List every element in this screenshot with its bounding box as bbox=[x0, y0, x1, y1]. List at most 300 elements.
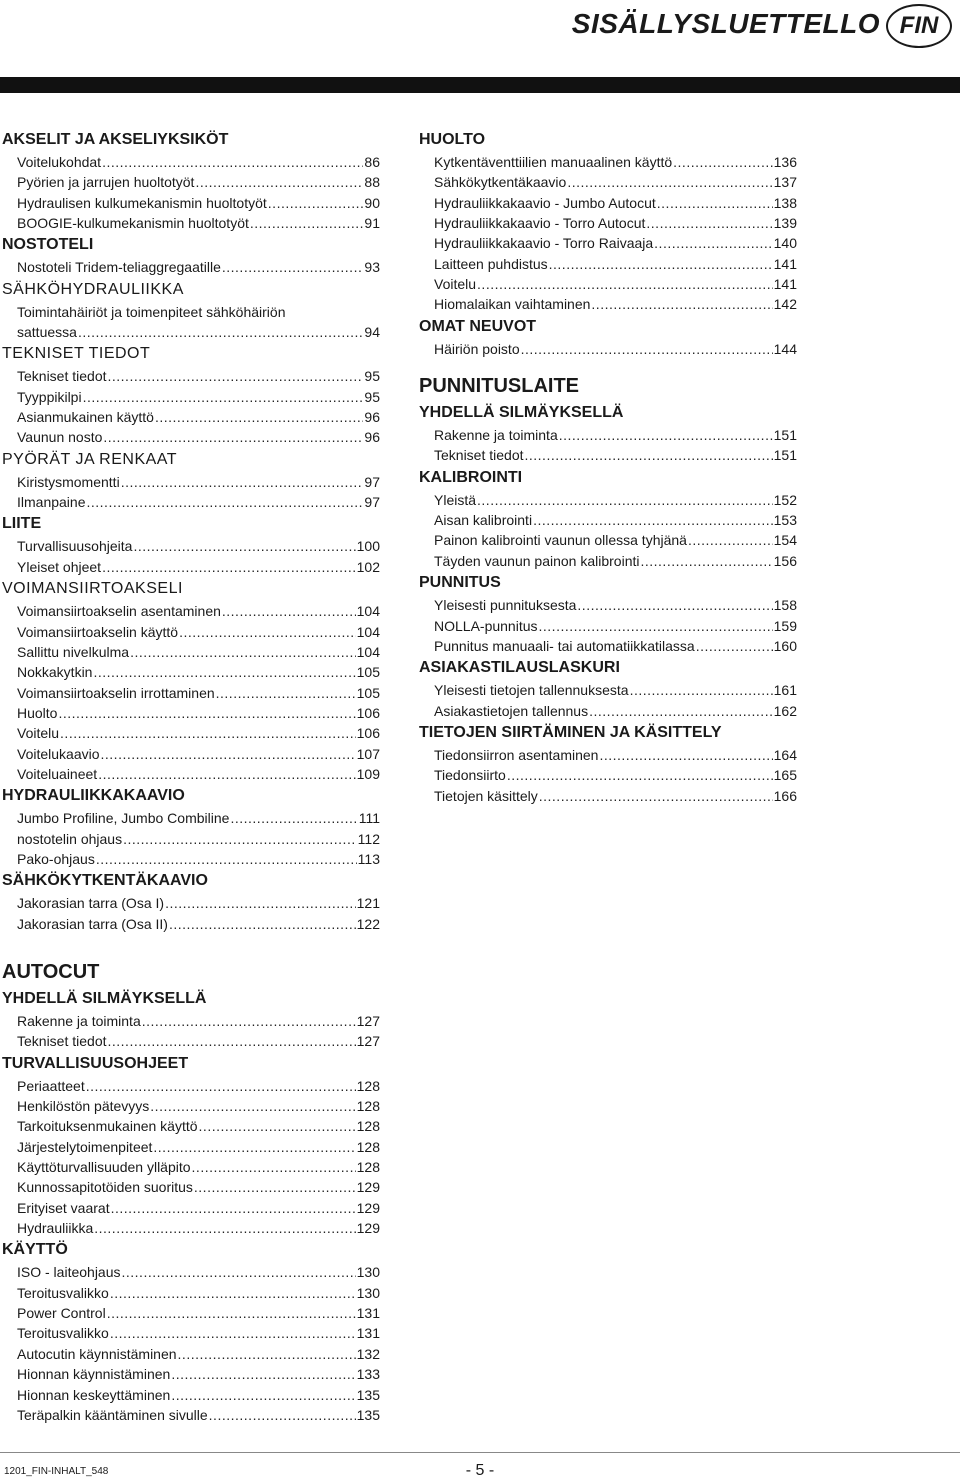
dot-leader bbox=[171, 1385, 355, 1405]
toc-entry[interactable] bbox=[2, 683, 380, 703]
dot-leader bbox=[222, 257, 364, 277]
toc-entry[interactable] bbox=[419, 193, 797, 213]
entry-page-number: 105 bbox=[356, 684, 380, 701]
entry-title: Autocutin käynnistäminen bbox=[17, 1345, 177, 1362]
entry-page-number: 136 bbox=[773, 154, 797, 170]
toc-entry[interactable] bbox=[419, 616, 797, 636]
entry-title: Hionnan käynnistäminen bbox=[17, 1366, 171, 1383]
entry-title: Nostoteli Tridem-teliaggregaatille bbox=[17, 259, 221, 276]
section-heading: HYDRAULIIKKAKAAVIO bbox=[2, 787, 185, 805]
toc-entry[interactable] bbox=[2, 407, 380, 427]
toc-column-left bbox=[2, 128, 380, 934]
toc-entry[interactable] bbox=[419, 294, 797, 314]
entry-title: Punnitus manuaali- tai automatiikkatilassa bbox=[434, 637, 695, 654]
dot-leader bbox=[250, 213, 364, 233]
toc-entry[interactable] bbox=[2, 1116, 380, 1136]
dot-leader bbox=[179, 622, 356, 642]
dot-leader bbox=[108, 1031, 356, 1051]
dot-leader bbox=[93, 662, 355, 682]
dot-leader bbox=[133, 536, 355, 556]
entry-page-number: 111 bbox=[358, 810, 380, 827]
entry-title: Tiedonsiirto bbox=[434, 767, 506, 784]
entry-title: Kytkentäventtiilien manuaalinen käyttö bbox=[434, 154, 673, 170]
entry-page-number: 97 bbox=[364, 473, 380, 490]
entry-page-number: 128 bbox=[356, 1077, 380, 1094]
page-title: SISÄLLYSLUETTELLO bbox=[571, 8, 880, 39]
toc-entry[interactable] bbox=[2, 601, 380, 621]
entry-title: nostotelin ohjaus bbox=[17, 830, 123, 847]
entry-page-number: 137 bbox=[773, 174, 797, 191]
toc-entry[interactable] bbox=[419, 254, 797, 274]
entry-title: Toimintahäiriöt ja toimenpiteet sähköhäiriön bbox=[17, 303, 286, 320]
dot-leader bbox=[673, 152, 772, 172]
page-number: - 5 - bbox=[465, 1462, 495, 1479]
toc-entry[interactable] bbox=[419, 530, 797, 550]
entry-title: Rakenne ja toiminta bbox=[17, 1013, 141, 1029]
entry-page-number: 112 bbox=[357, 830, 380, 847]
dot-leader bbox=[477, 274, 773, 294]
dot-leader bbox=[142, 1011, 356, 1031]
entry-title: Teroitusvalikko bbox=[17, 1284, 109, 1301]
entry-page-number: 159 bbox=[773, 617, 797, 634]
entry-page-number: 132 bbox=[356, 1345, 380, 1362]
entry-page-number: 128 bbox=[356, 1098, 380, 1115]
toc-entry[interactable] bbox=[2, 662, 380, 682]
dot-leader bbox=[567, 172, 772, 192]
entry-page-number: 109 bbox=[356, 765, 380, 782]
dot-leader bbox=[165, 893, 356, 913]
dot-leader bbox=[78, 322, 363, 342]
entry-page-number: 95 bbox=[364, 368, 380, 385]
entry-page-number: 104 bbox=[356, 623, 380, 640]
dot-leader bbox=[171, 1364, 355, 1384]
toc-entry[interactable] bbox=[2, 1096, 380, 1116]
dot-leader bbox=[525, 445, 773, 465]
toc-entry[interactable] bbox=[419, 510, 797, 530]
entry-title: Voimansiirtoakselin asentaminen bbox=[17, 603, 221, 620]
entry-page-number: 152 bbox=[773, 491, 797, 508]
entry-title: Hionnan keskeyttäminen bbox=[17, 1386, 171, 1403]
entry-page-number: 100 bbox=[356, 538, 380, 555]
section-heading: VOIMANSIIRTOAKSELI bbox=[2, 580, 183, 598]
toc-entry[interactable] bbox=[2, 557, 380, 577]
dot-leader bbox=[199, 1116, 356, 1136]
dot-leader bbox=[533, 510, 773, 530]
entry-page-number: 102 bbox=[356, 558, 380, 575]
entry-title: Ilmanpaine bbox=[17, 494, 86, 511]
toc-entry[interactable] bbox=[2, 1385, 380, 1405]
dot-leader bbox=[646, 213, 772, 233]
section-heading: AKSELIT JA AKSELIYKSIKÖT bbox=[2, 131, 229, 148]
dot-leader bbox=[591, 294, 772, 314]
entry-title: Voimansiirtoakselin irrottaminen bbox=[17, 684, 215, 701]
toc-entry[interactable] bbox=[2, 1011, 380, 1031]
entry-title: Täyden vaunun painon kalibrointi bbox=[434, 552, 640, 569]
dot-leader bbox=[268, 193, 364, 213]
toc-entry[interactable] bbox=[2, 427, 380, 447]
entry-page-number: 107 bbox=[356, 745, 380, 762]
toc-entry[interactable] bbox=[2, 893, 380, 913]
entry-title: Järjestelytoimenpiteet bbox=[17, 1138, 153, 1155]
toc-entry[interactable] bbox=[2, 1076, 380, 1096]
entry-title: Hydrauliikkakaavio - Torro Raivaaja bbox=[434, 235, 654, 252]
dot-leader bbox=[110, 1323, 356, 1343]
entry-title: Painon kalibrointi vaunun ollessa tyhjänä bbox=[434, 532, 687, 549]
entry-page-number: 128 bbox=[356, 1138, 380, 1155]
dot-leader bbox=[110, 1283, 356, 1303]
entry-page-number: 135 bbox=[356, 1406, 380, 1423]
entry-page-number: 140 bbox=[773, 235, 797, 252]
dot-leader bbox=[559, 425, 773, 445]
toc-entry[interactable] bbox=[419, 551, 797, 571]
entry-page-number: 151 bbox=[773, 447, 797, 464]
entry-page-number: 130 bbox=[356, 1284, 380, 1301]
toc-entry[interactable] bbox=[419, 152, 797, 172]
toc-entry[interactable] bbox=[2, 1137, 380, 1157]
entry-page-number: 94 bbox=[364, 324, 380, 341]
dot-leader bbox=[108, 366, 364, 386]
toc-entry[interactable] bbox=[2, 829, 380, 849]
section-heading: TURVALLISUUSOHJEET bbox=[2, 1054, 189, 1072]
dot-leader bbox=[696, 636, 773, 656]
dot-leader bbox=[599, 745, 772, 765]
entry-title: Hydrauliikkakaavio - Jumbo Autocut bbox=[434, 194, 656, 211]
entry-page-number: 151 bbox=[773, 427, 797, 444]
dot-leader bbox=[507, 765, 773, 785]
dot-leader bbox=[83, 387, 364, 407]
dot-leader bbox=[630, 680, 773, 700]
toc-entry[interactable] bbox=[419, 274, 797, 294]
toc-entry[interactable] bbox=[419, 339, 797, 359]
entry-title: Erityiset vaarat bbox=[17, 1199, 110, 1216]
entry-title: NOLLA-punnitus bbox=[434, 617, 538, 634]
dot-leader bbox=[577, 595, 772, 615]
entry-title: Voiteluaineet bbox=[17, 765, 98, 782]
section-heading: LIITE bbox=[2, 515, 42, 533]
toc-entry[interactable] bbox=[2, 322, 380, 342]
entry-title: Tietojen käsittely bbox=[434, 787, 538, 804]
entry-title: Rakenne ja toiminta bbox=[434, 427, 558, 444]
entry-page-number: 138 bbox=[773, 194, 797, 211]
entry-page-number: 91 bbox=[364, 215, 380, 232]
toc-entry[interactable] bbox=[2, 302, 380, 322]
entry-page-number: 122 bbox=[356, 915, 380, 932]
entry-title: Asiakastietojen tallennus bbox=[434, 702, 589, 719]
dot-leader bbox=[195, 172, 363, 192]
toc-entry[interactable] bbox=[2, 1198, 380, 1218]
toc-entry[interactable] bbox=[2, 213, 380, 233]
entry-title: Voitelu bbox=[17, 725, 60, 742]
entry-title: Tyyppikilpi bbox=[17, 388, 82, 405]
entry-page-number: 161 bbox=[773, 682, 797, 699]
entry-page-number: 129 bbox=[356, 1199, 380, 1216]
toc-entry[interactable] bbox=[2, 492, 380, 512]
entry-title: Voitelukohdat bbox=[17, 154, 102, 170]
entry-title: Hiomalaikan vaihtaminen bbox=[434, 296, 591, 313]
entry-page-number: 127 bbox=[356, 1033, 380, 1050]
dot-leader bbox=[178, 1344, 356, 1364]
dot-leader bbox=[222, 601, 356, 621]
toc-entry[interactable] bbox=[2, 536, 380, 556]
dot-leader bbox=[549, 254, 773, 274]
entry-page-number: 96 bbox=[364, 409, 380, 426]
entry-title: Hydraulisen kulkumekanismin huoltotyöt bbox=[17, 194, 267, 211]
entry-page-number: 162 bbox=[773, 702, 797, 719]
entry-page-number: 104 bbox=[356, 603, 380, 620]
toc-entry[interactable] bbox=[2, 1344, 380, 1364]
entry-title: Jakorasian tarra (Osa II) bbox=[17, 915, 168, 932]
entry-page-number: 106 bbox=[356, 704, 380, 721]
entry-page-number: 160 bbox=[773, 637, 797, 654]
entry-title: Voitelukaavio bbox=[17, 745, 100, 762]
entry-title: Asianmukainen käyttö bbox=[17, 409, 154, 426]
toc-entry[interactable] bbox=[2, 472, 380, 492]
section-heading: YHDELLÄ SILMÄYKSELLÄ bbox=[2, 990, 207, 1007]
toc-entry[interactable] bbox=[2, 914, 380, 934]
section-heading: ASIAKASTILAUSLASKURI bbox=[419, 659, 620, 677]
entry-page-number: 141 bbox=[773, 255, 797, 272]
toc-entry[interactable] bbox=[2, 1283, 380, 1303]
entry-page-number: 142 bbox=[773, 296, 797, 313]
dot-leader bbox=[111, 1198, 356, 1218]
toc-entry[interactable] bbox=[2, 642, 380, 662]
dot-leader bbox=[96, 849, 357, 869]
chapter-heading: AUTOCUT bbox=[2, 961, 100, 983]
entry-title: Kunnossapitotöiden suoritus bbox=[17, 1179, 193, 1196]
toc-column-autocut bbox=[2, 957, 380, 1425]
toc-entry[interactable] bbox=[2, 1031, 380, 1051]
toc-entry[interactable] bbox=[2, 808, 380, 828]
entry-page-number: 121 bbox=[356, 895, 380, 912]
toc-entry[interactable] bbox=[419, 233, 797, 253]
dot-leader bbox=[102, 152, 363, 172]
dot-leader bbox=[654, 233, 772, 253]
toc-entry[interactable] bbox=[2, 723, 380, 743]
entry-title: Tekniset tiedot bbox=[17, 1033, 107, 1050]
toc-entry[interactable] bbox=[2, 366, 380, 386]
toc-entry[interactable] bbox=[2, 764, 380, 784]
entry-page-number: 128 bbox=[356, 1159, 380, 1176]
section-heading: PUNNITUS bbox=[419, 574, 501, 592]
entry-title: sattuessa bbox=[17, 324, 77, 341]
toc-entry[interactable] bbox=[419, 745, 797, 765]
entry-title: Teräpalkin kääntäminen sivulle bbox=[17, 1406, 208, 1423]
dot-leader bbox=[94, 1218, 355, 1238]
dot-leader bbox=[640, 551, 772, 571]
entry-page-number: 158 bbox=[773, 597, 797, 614]
entry-page-number: 88 bbox=[364, 174, 380, 191]
section-heading: SÄHKÖHYDRAULIIKKA bbox=[2, 280, 184, 298]
header-bar bbox=[0, 77, 960, 93]
language-badge: FIN bbox=[886, 4, 952, 48]
entry-page-number: 93 bbox=[364, 259, 380, 276]
dot-leader bbox=[521, 339, 773, 359]
toc-entry[interactable] bbox=[419, 213, 797, 233]
weighing-group bbox=[419, 401, 797, 806]
entry-title: Hydrauliikka bbox=[17, 1220, 94, 1237]
entry-page-number: 127 bbox=[356, 1013, 380, 1029]
toc-entry[interactable] bbox=[2, 1218, 380, 1238]
section-heading: NOSTOTELI bbox=[2, 236, 94, 254]
dot-leader bbox=[230, 808, 357, 828]
dot-leader bbox=[216, 683, 356, 703]
entry-page-number: 96 bbox=[364, 429, 380, 446]
entry-title: Pyörien ja jarrujen huoltotyöt bbox=[17, 174, 195, 191]
dot-leader bbox=[169, 914, 356, 934]
toc-entry[interactable] bbox=[419, 680, 797, 700]
entry-title: ISO - laiteohjaus bbox=[17, 1264, 121, 1281]
entry-page-number: 129 bbox=[356, 1179, 380, 1196]
entry-page-number: 154 bbox=[773, 532, 797, 549]
section-heading: HUOLTO bbox=[419, 131, 486, 148]
dot-leader bbox=[477, 490, 773, 510]
toc-entry[interactable] bbox=[2, 703, 380, 723]
entry-title: Nokkakytkin bbox=[17, 664, 93, 681]
entry-page-number: 113 bbox=[357, 850, 380, 867]
entry-page-number: 164 bbox=[773, 746, 797, 763]
dot-leader bbox=[130, 642, 356, 662]
section-heading: PYÖRÄT JA RENKAAT bbox=[2, 450, 178, 468]
entry-title: Tiedonsiirron asentaminen bbox=[434, 746, 599, 763]
dot-leader bbox=[153, 1137, 355, 1157]
toc-entry[interactable] bbox=[2, 172, 380, 192]
toc-entry[interactable] bbox=[2, 257, 380, 277]
dot-leader bbox=[688, 530, 773, 550]
document-code: 1201_FIN-INHALT_548 bbox=[4, 1466, 109, 1477]
entry-title: Power Control bbox=[17, 1305, 106, 1322]
entry-title: Tekniset tiedot bbox=[17, 368, 107, 385]
entry-page-number: 104 bbox=[356, 643, 380, 660]
toc-entry[interactable] bbox=[419, 701, 797, 721]
section-heading: OMAT NEUVOT bbox=[419, 317, 537, 335]
entry-page-number: 130 bbox=[356, 1264, 380, 1281]
toc-entry[interactable] bbox=[2, 744, 380, 764]
dot-leader bbox=[123, 829, 357, 849]
entry-page-number: 153 bbox=[773, 512, 797, 529]
dot-leader bbox=[98, 764, 355, 784]
section-heading: KALIBROINTI bbox=[419, 468, 523, 486]
dot-leader bbox=[194, 1177, 356, 1197]
entry-title: Henkilöstön pätevyys bbox=[17, 1098, 150, 1115]
entry-title: Yleisesti tietojen tallennuksesta bbox=[434, 682, 629, 699]
entry-title: Yleistä bbox=[434, 491, 477, 508]
toc-entry[interactable] bbox=[2, 1262, 380, 1282]
dot-leader bbox=[539, 786, 773, 806]
entry-title: Hydrauliikkakaavio - Torro Autocut bbox=[434, 215, 646, 232]
section-heading: TIETOJEN SIIRTÄMINEN JA KÄSITTELY bbox=[419, 723, 722, 741]
entry-title: Voimansiirtoakselin käyttö bbox=[17, 623, 179, 640]
toc-entry[interactable] bbox=[2, 1364, 380, 1384]
entry-page-number: 166 bbox=[773, 787, 797, 804]
dot-leader bbox=[86, 1076, 356, 1096]
toc-entry[interactable] bbox=[2, 1157, 380, 1177]
dot-leader bbox=[101, 744, 356, 764]
dot-leader bbox=[192, 1157, 356, 1177]
entry-page-number: 97 bbox=[364, 494, 380, 511]
entry-title: Jakorasian tarra (Osa I) bbox=[17, 895, 165, 912]
entry-page-number: 156 bbox=[773, 552, 797, 569]
entry-title: Tarkoituksenmukainen käyttö bbox=[17, 1118, 198, 1135]
toc-entry[interactable] bbox=[419, 595, 797, 615]
entry-title: Kiristysmomentti bbox=[17, 473, 120, 490]
entry-title: Yleisesti punnituksesta bbox=[434, 597, 577, 614]
dot-leader bbox=[539, 616, 773, 636]
toc-entry[interactable] bbox=[2, 193, 380, 213]
section-heading: SÄHKÖKYTKENTÄKAAVIO bbox=[2, 872, 208, 890]
entry-page-number: 133 bbox=[356, 1366, 380, 1383]
entry-page-number: 144 bbox=[773, 340, 797, 357]
entry-page-number: 128 bbox=[356, 1118, 380, 1135]
entry-page-number: 141 bbox=[773, 276, 797, 293]
toc-entry[interactable] bbox=[2, 849, 380, 869]
toc-entry[interactable] bbox=[419, 636, 797, 656]
dot-leader bbox=[58, 703, 355, 723]
entry-title: Aisan kalibrointi bbox=[434, 512, 533, 529]
entry-title: Huolto bbox=[17, 704, 58, 721]
section-heading: YHDELLÄ SILMÄYKSELLÄ bbox=[419, 404, 624, 422]
entry-title: Tekniset tiedot bbox=[434, 447, 524, 464]
dot-leader bbox=[107, 1303, 356, 1323]
entry-page-number: 129 bbox=[356, 1220, 380, 1237]
footer-divider bbox=[0, 1452, 960, 1453]
maintenance-group bbox=[419, 128, 797, 359]
toc-entry[interactable] bbox=[2, 1303, 380, 1323]
entry-page-number: 90 bbox=[364, 194, 380, 211]
entry-title: Käyttöturvallisuuden ylläpito bbox=[17, 1159, 191, 1176]
entry-title: Yleiset ohjeet bbox=[17, 558, 102, 575]
entry-title: Turvallisuusohjeita bbox=[17, 538, 133, 555]
toc-entry[interactable] bbox=[2, 622, 380, 642]
dot-leader bbox=[209, 1405, 356, 1425]
toc-entry[interactable] bbox=[419, 425, 797, 445]
toc-entry[interactable] bbox=[419, 490, 797, 510]
toc-entry[interactable] bbox=[2, 1405, 380, 1425]
entry-page-number: 105 bbox=[356, 664, 380, 681]
entry-title: Sähkökytkentäkaavio bbox=[434, 174, 567, 191]
toc-entry[interactable] bbox=[419, 172, 797, 192]
entry-page-number: 131 bbox=[356, 1325, 380, 1342]
entry-page-number: 86 bbox=[364, 154, 380, 170]
entry-page-number: 131 bbox=[356, 1305, 380, 1322]
toc-entry[interactable] bbox=[419, 765, 797, 785]
entry-title: Pako-ohjaus bbox=[17, 850, 95, 867]
entry-title: Periaatteet bbox=[17, 1077, 85, 1094]
toc-entry[interactable] bbox=[2, 152, 380, 172]
dot-leader bbox=[589, 701, 773, 721]
entry-title: BOOGIE-kulkumekanismin huoltotyöt bbox=[17, 215, 249, 232]
dot-leader bbox=[60, 723, 356, 743]
toc-entry[interactable] bbox=[2, 1177, 380, 1197]
dot-leader bbox=[87, 492, 364, 512]
entry-title: Laitteen puhdistus bbox=[434, 255, 548, 272]
section-heading: KÄYTTÖ bbox=[2, 1241, 68, 1259]
entry-title: Häiriön poisto bbox=[434, 340, 520, 357]
section-heading: TEKNISET TIEDOT bbox=[2, 345, 151, 363]
entry-page-number: 135 bbox=[356, 1386, 380, 1403]
entry-title: Vaunun nosto bbox=[17, 429, 103, 446]
entry-page-number: 139 bbox=[773, 215, 797, 232]
entry-page-number: 95 bbox=[364, 388, 380, 405]
dot-leader bbox=[102, 557, 356, 577]
toc-entry[interactable] bbox=[2, 1323, 380, 1343]
toc-entry[interactable] bbox=[419, 445, 797, 465]
toc-entry[interactable] bbox=[2, 387, 380, 407]
dot-leader bbox=[657, 193, 773, 213]
entry-page-number: 106 bbox=[356, 725, 380, 742]
toc-entry[interactable] bbox=[419, 786, 797, 806]
dot-leader bbox=[155, 407, 363, 427]
entry-title: Teroitusvalikko bbox=[17, 1325, 109, 1342]
